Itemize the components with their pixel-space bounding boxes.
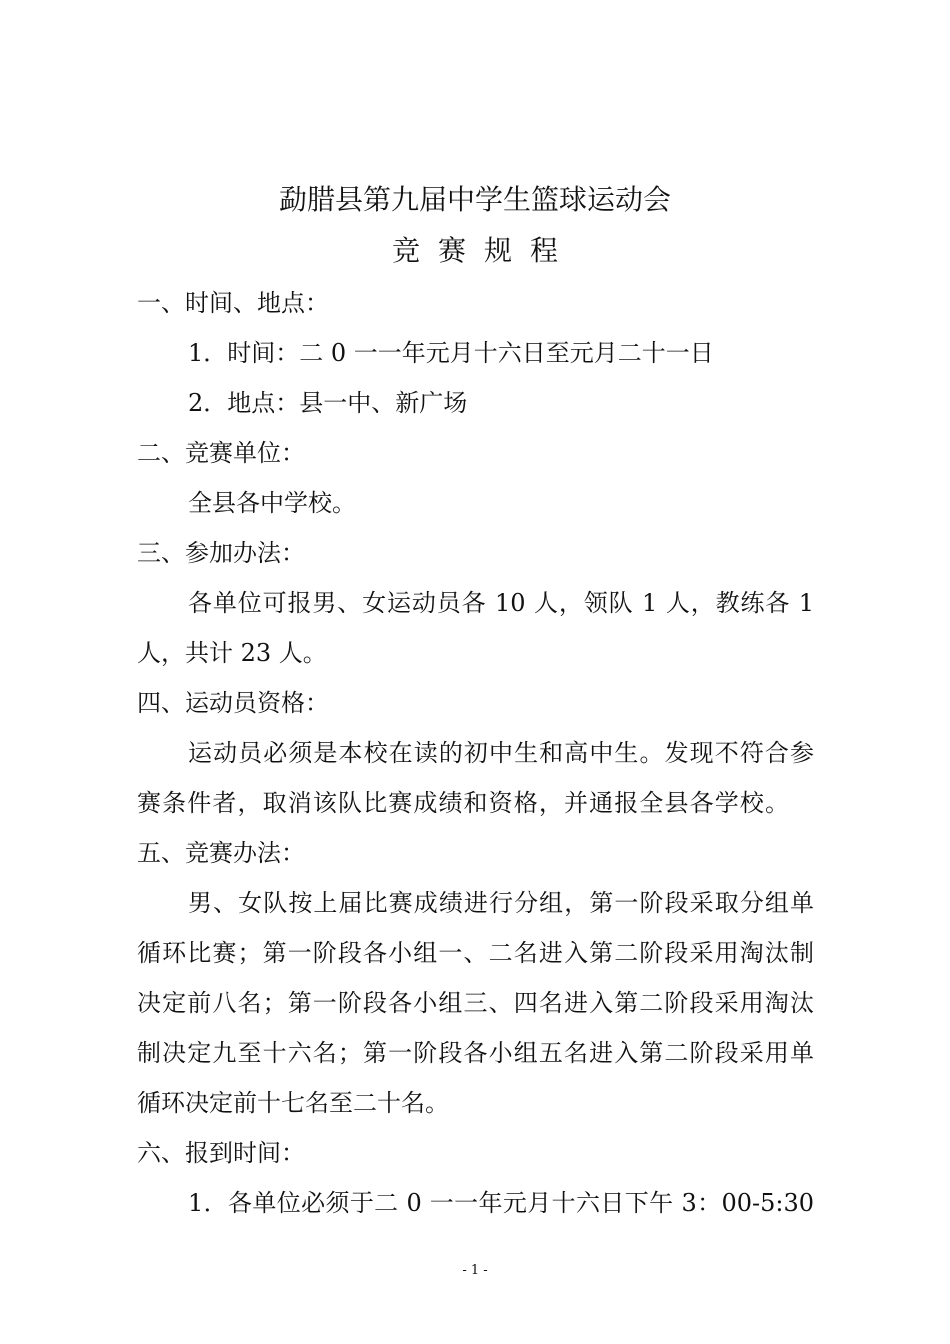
section-heading-eligibility: 四、运动员资格： (137, 689, 329, 717)
paragraph-line: 人，共计 23 人。 (137, 639, 327, 667)
paragraph-line: 赛条件者，取消该队比赛成绩和资格，并通报全县各学校。 (137, 789, 789, 817)
paragraph-line: 制决定九至十六名；第一阶段各小组五名进入第二阶段采用单 (137, 1039, 814, 1067)
section-heading-participation: 三、参加办法： (137, 539, 305, 567)
section-heading-registration: 六、报到时间： (137, 1139, 305, 1167)
paragraph-line: 运动员必须是本校在读的初中生和高中生。发现不符合参 (188, 739, 814, 767)
paragraph-line: 循环决定前十七名至二十名。 (137, 1089, 449, 1117)
document-title: 勐腊县第九届中学生篮球运动会 (278, 183, 671, 216)
paragraph-line: 1．各单位必须于二 0 一一年元月十六日下午 3：00-5:30 (188, 1189, 814, 1217)
document-subtitle: 竞赛规程 (391, 234, 576, 267)
paragraph-line: 各单位可报男、女运动员各 10 人，领队 1 人，教练各 1 (188, 589, 814, 617)
paragraph-line: 1．时间：二 0 一一年元月十六日至元月二十一日 (188, 339, 714, 367)
paragraph-line: 循环比赛；第一阶段各小组一、二名进入第二阶段采用淘汰制 (137, 939, 814, 967)
page-number: - 1 - (462, 1263, 488, 1278)
paragraph-line: 决定前八名；第一阶段各小组三、四名进入第二阶段采用淘汰 (137, 989, 814, 1017)
paragraph-line: 全县各中学校。 (188, 489, 356, 517)
section-heading-time-place: 一、时间、地点： (137, 289, 329, 317)
section-heading-competition: 五、竞赛办法： (137, 839, 305, 867)
paragraph-line: 男、女队按上届比赛成绩进行分组，第一阶段采取分组单 (188, 889, 814, 917)
paragraph-line: 2．地点：县一中、新广场 (188, 389, 468, 417)
section-heading-units: 二、竞赛单位： (137, 439, 305, 467)
